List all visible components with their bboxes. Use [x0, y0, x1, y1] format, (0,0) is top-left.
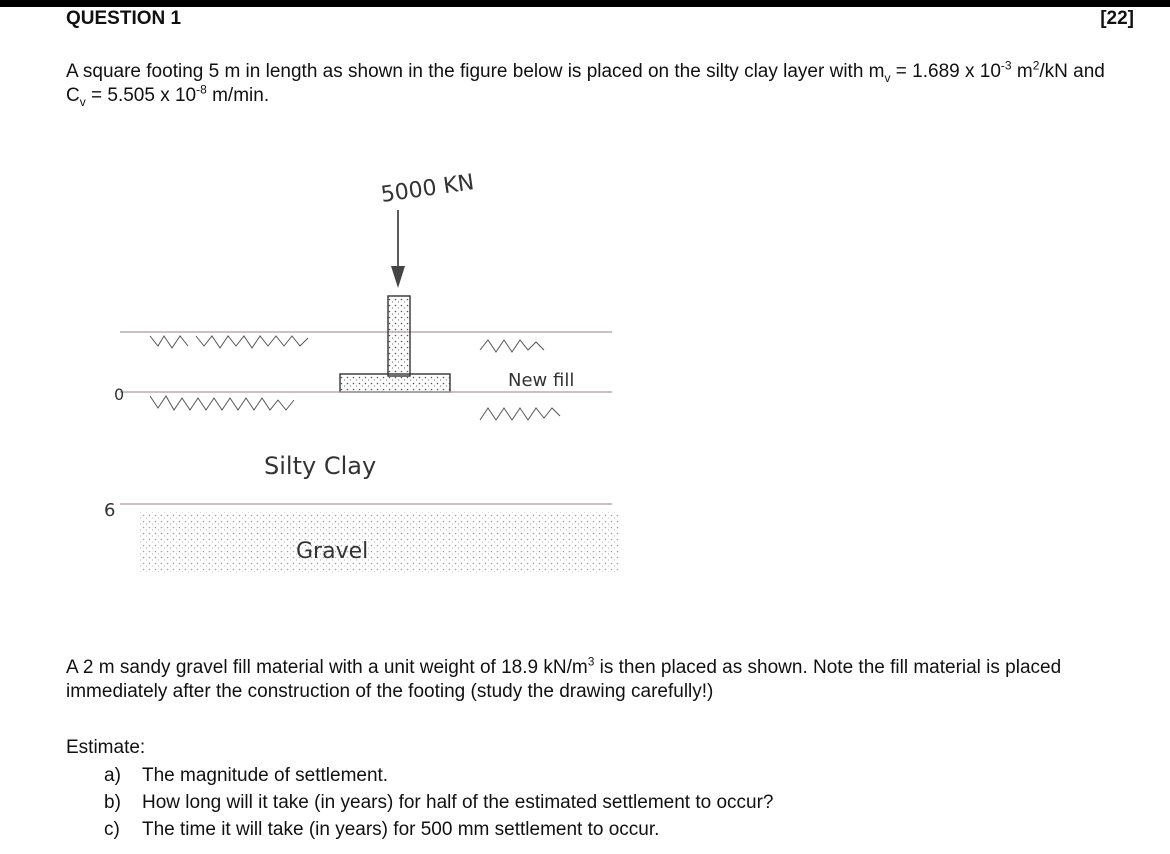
- mv-exponent: -3: [1000, 58, 1012, 73]
- m-exponent: 2: [1032, 58, 1040, 73]
- item-text: The magnitude of settlement.: [142, 765, 389, 786]
- footing-level-hatch-right: [480, 408, 560, 420]
- depth-label-top: 0: [114, 385, 125, 404]
- cv-exponent: -8: [196, 82, 207, 97]
- load-label: 5000 KN: [379, 170, 476, 208]
- cv-subscript: v: [79, 94, 86, 109]
- list-item: [104, 816, 774, 843]
- item-text: How long will it take (in years) for half of the estimated settlement to occur?: [142, 792, 774, 813]
- clay-label: Silty Clay: [264, 452, 377, 480]
- footing-stem: [388, 296, 410, 376]
- intro-text-1: A square footing 5 m in length as shown in the figure below is placed on the silty clay layer with m: [66, 61, 885, 82]
- top-border: [0, 0, 1170, 7]
- intro-text-4: /kN and C: [66, 61, 1105, 106]
- list-item: [104, 762, 774, 789]
- gravel-layer: [140, 512, 620, 572]
- fill-text-2: is then placed as shown. Note the fill material is placed immediately after the construction of the footing (study the drawing carefully!): [66, 657, 1062, 702]
- gravel-label: Gravel: [296, 539, 369, 564]
- intro-text-5: = 5.505 x 10: [85, 85, 197, 106]
- unit-weight-exponent: 3: [587, 654, 595, 669]
- fill-label: New fill: [508, 370, 575, 391]
- estimate-heading: Estimate:: [66, 737, 146, 758]
- item-label: b): [104, 792, 121, 813]
- footing-level-hatch-left: [150, 396, 294, 410]
- intro-text-6: m/min.: [206, 85, 270, 106]
- footing-figure: [100, 160, 640, 600]
- fill-text-1: A 2 m sandy gravel fill material with a unit weight of 18.9 kN/m: [66, 657, 588, 678]
- item-text: The time it will take (in years) for 500 mm settlement to occur.: [142, 819, 660, 840]
- item-label: a): [104, 765, 121, 786]
- question-title: QUESTION 1: [66, 8, 182, 29]
- intro-text-3: m: [1011, 61, 1033, 82]
- question-marks: [22]: [1100, 8, 1134, 29]
- load-arrow-head: [391, 266, 405, 288]
- intro-paragraph: [66, 60, 1126, 108]
- fill-top-hatch-left: [150, 336, 308, 348]
- question-list: [104, 762, 774, 843]
- mv-subscript: v: [884, 70, 891, 85]
- intro-text-2: = 1.689 x 10: [890, 61, 1001, 82]
- list-item: [104, 789, 774, 816]
- fill-hatch-right: [480, 340, 544, 352]
- fill-paragraph: [66, 656, 1126, 704]
- footing-base: [340, 374, 450, 392]
- item-label: c): [104, 819, 120, 840]
- depth-label-bottom: 6: [104, 500, 116, 521]
